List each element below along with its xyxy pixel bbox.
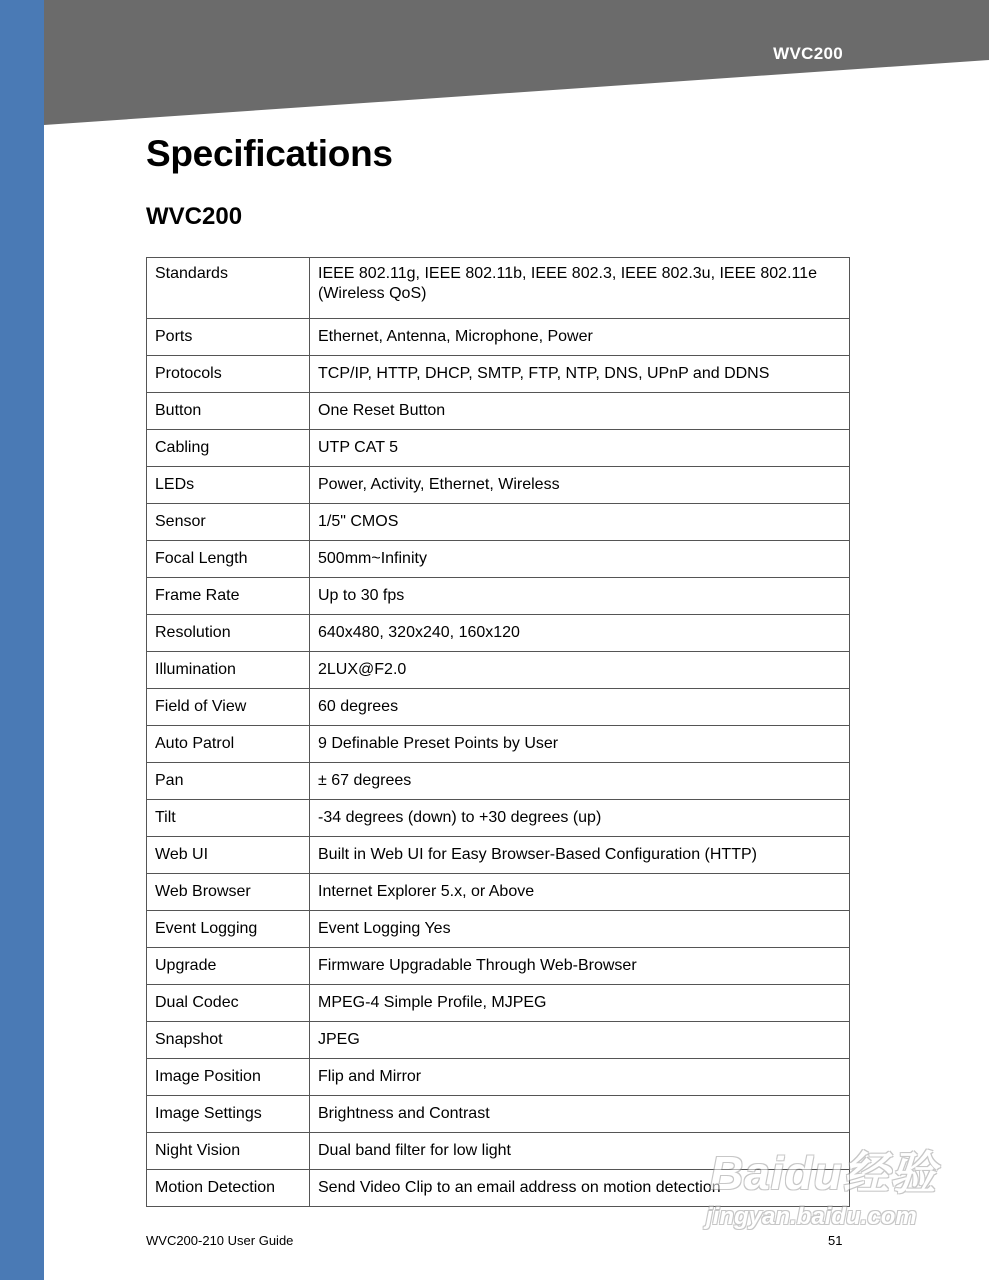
- left-accent-bar: [0, 0, 44, 1280]
- spec-label: Auto Patrol: [147, 726, 310, 763]
- spec-value: JPEG: [310, 1022, 850, 1059]
- spec-label: Ports: [147, 319, 310, 356]
- header-product-label: WVC200: [773, 44, 843, 63]
- table-row: [147, 504, 850, 541]
- spec-label: Protocols: [147, 356, 310, 393]
- spec-value: MPEG-4 Simple Profile, MJPEG: [310, 985, 850, 1022]
- watermark-logo-text: Baidu经验: [710, 1147, 937, 1199]
- table-row: [147, 652, 850, 689]
- spec-label: Sensor: [147, 504, 310, 541]
- spec-value: 640x480, 320x240, 160x120: [310, 615, 850, 652]
- table-row: [147, 1059, 850, 1096]
- header-band: [44, 0, 989, 125]
- spec-value: IEEE 802.11g, IEEE 802.11b, IEEE 802.3, IEEE 802.3u, IEEE 802.11e (Wireless QoS): [310, 258, 850, 319]
- spec-label: Image Settings: [147, 1096, 310, 1133]
- spec-label: Cabling: [147, 430, 310, 467]
- footer-page-number: 51: [828, 1233, 843, 1248]
- table-row: [147, 1022, 850, 1059]
- table-row: [147, 763, 850, 800]
- table-row: [147, 874, 850, 911]
- spec-label: Tilt: [147, 800, 310, 837]
- section-title: WVC200: [146, 203, 243, 230]
- spec-label: Event Logging: [147, 911, 310, 948]
- spec-value: UTP CAT 5: [310, 430, 850, 467]
- spec-label: Image Position: [147, 1059, 310, 1096]
- spec-value: Ethernet, Antenna, Microphone, Power: [310, 319, 850, 356]
- table-row: [147, 800, 850, 837]
- spec-value: Event Logging Yes: [310, 911, 850, 948]
- page-title: Specifications: [146, 133, 393, 174]
- table-row: [147, 393, 850, 430]
- spec-label: Standards: [147, 258, 310, 319]
- spec-label: Illumination: [147, 652, 310, 689]
- spec-label: Web UI: [147, 837, 310, 874]
- spec-value: One Reset Button: [310, 393, 850, 430]
- spec-label: Snapshot: [147, 1022, 310, 1059]
- spec-value: Built in Web UI for Easy Browser-Based Configuration (HTTP): [310, 837, 850, 874]
- table-row: [147, 319, 850, 356]
- specifications-table-body: [147, 258, 850, 1207]
- spec-value: Power, Activity, Ethernet, Wireless: [310, 467, 850, 504]
- table-row: [147, 911, 850, 948]
- spec-value: ± 67 degrees: [310, 763, 850, 800]
- spec-label: Upgrade: [147, 948, 310, 985]
- spec-value: 9 Definable Preset Points by User: [310, 726, 850, 763]
- spec-value: 2LUX@F2.0: [310, 652, 850, 689]
- spec-label: Pan: [147, 763, 310, 800]
- spec-value: Firmware Upgradable Through Web-Browser: [310, 948, 850, 985]
- table-row: [147, 1133, 850, 1170]
- table-row: [147, 985, 850, 1022]
- table-row: [147, 948, 850, 985]
- spec-label: Button: [147, 393, 310, 430]
- spec-label: Web Browser: [147, 874, 310, 911]
- specifications-table: [146, 257, 850, 1207]
- table-row: [147, 1096, 850, 1133]
- spec-value: Send Video Clip to an email address on motion detection: [310, 1170, 850, 1207]
- spec-label: LEDs: [147, 467, 310, 504]
- spec-value: 1/5" CMOS: [310, 504, 850, 541]
- table-row: [147, 1170, 850, 1207]
- table-row: [147, 541, 850, 578]
- table-row: [147, 578, 850, 615]
- table-row: [147, 430, 850, 467]
- spec-value: Brightness and Contrast: [310, 1096, 850, 1133]
- watermark-url: jingyan.baidu.com: [706, 1203, 917, 1230]
- footer-guide-title: WVC200-210 User Guide: [146, 1233, 294, 1248]
- spec-value: Dual band filter for low light: [310, 1133, 850, 1170]
- spec-label: Dual Codec: [147, 985, 310, 1022]
- table-row: [147, 615, 850, 652]
- table-row: [147, 356, 850, 393]
- spec-label: Night Vision: [147, 1133, 310, 1170]
- table-row: [147, 726, 850, 763]
- header-band-shape: [44, 0, 989, 125]
- spec-label: Field of View: [147, 689, 310, 726]
- table-row: [147, 467, 850, 504]
- table-row: [147, 837, 850, 874]
- spec-value: Up to 30 fps: [310, 578, 850, 615]
- spec-label: Frame Rate: [147, 578, 310, 615]
- spec-value: Flip and Mirror: [310, 1059, 850, 1096]
- spec-value: TCP/IP, HTTP, DHCP, SMTP, FTP, NTP, DNS, UPnP and DDNS: [310, 356, 850, 393]
- spec-value: Internet Explorer 5.x, or Above: [310, 874, 850, 911]
- spec-label: Resolution: [147, 615, 310, 652]
- spec-value: 500mm~Infinity: [310, 541, 850, 578]
- spec-label: Motion Detection: [147, 1170, 310, 1207]
- spec-label: Focal Length: [147, 541, 310, 578]
- table-row: [147, 689, 850, 726]
- spec-value: 60 degrees: [310, 689, 850, 726]
- spec-value: -34 degrees (down) to +30 degrees (up): [310, 800, 850, 837]
- table-row: [147, 258, 850, 319]
